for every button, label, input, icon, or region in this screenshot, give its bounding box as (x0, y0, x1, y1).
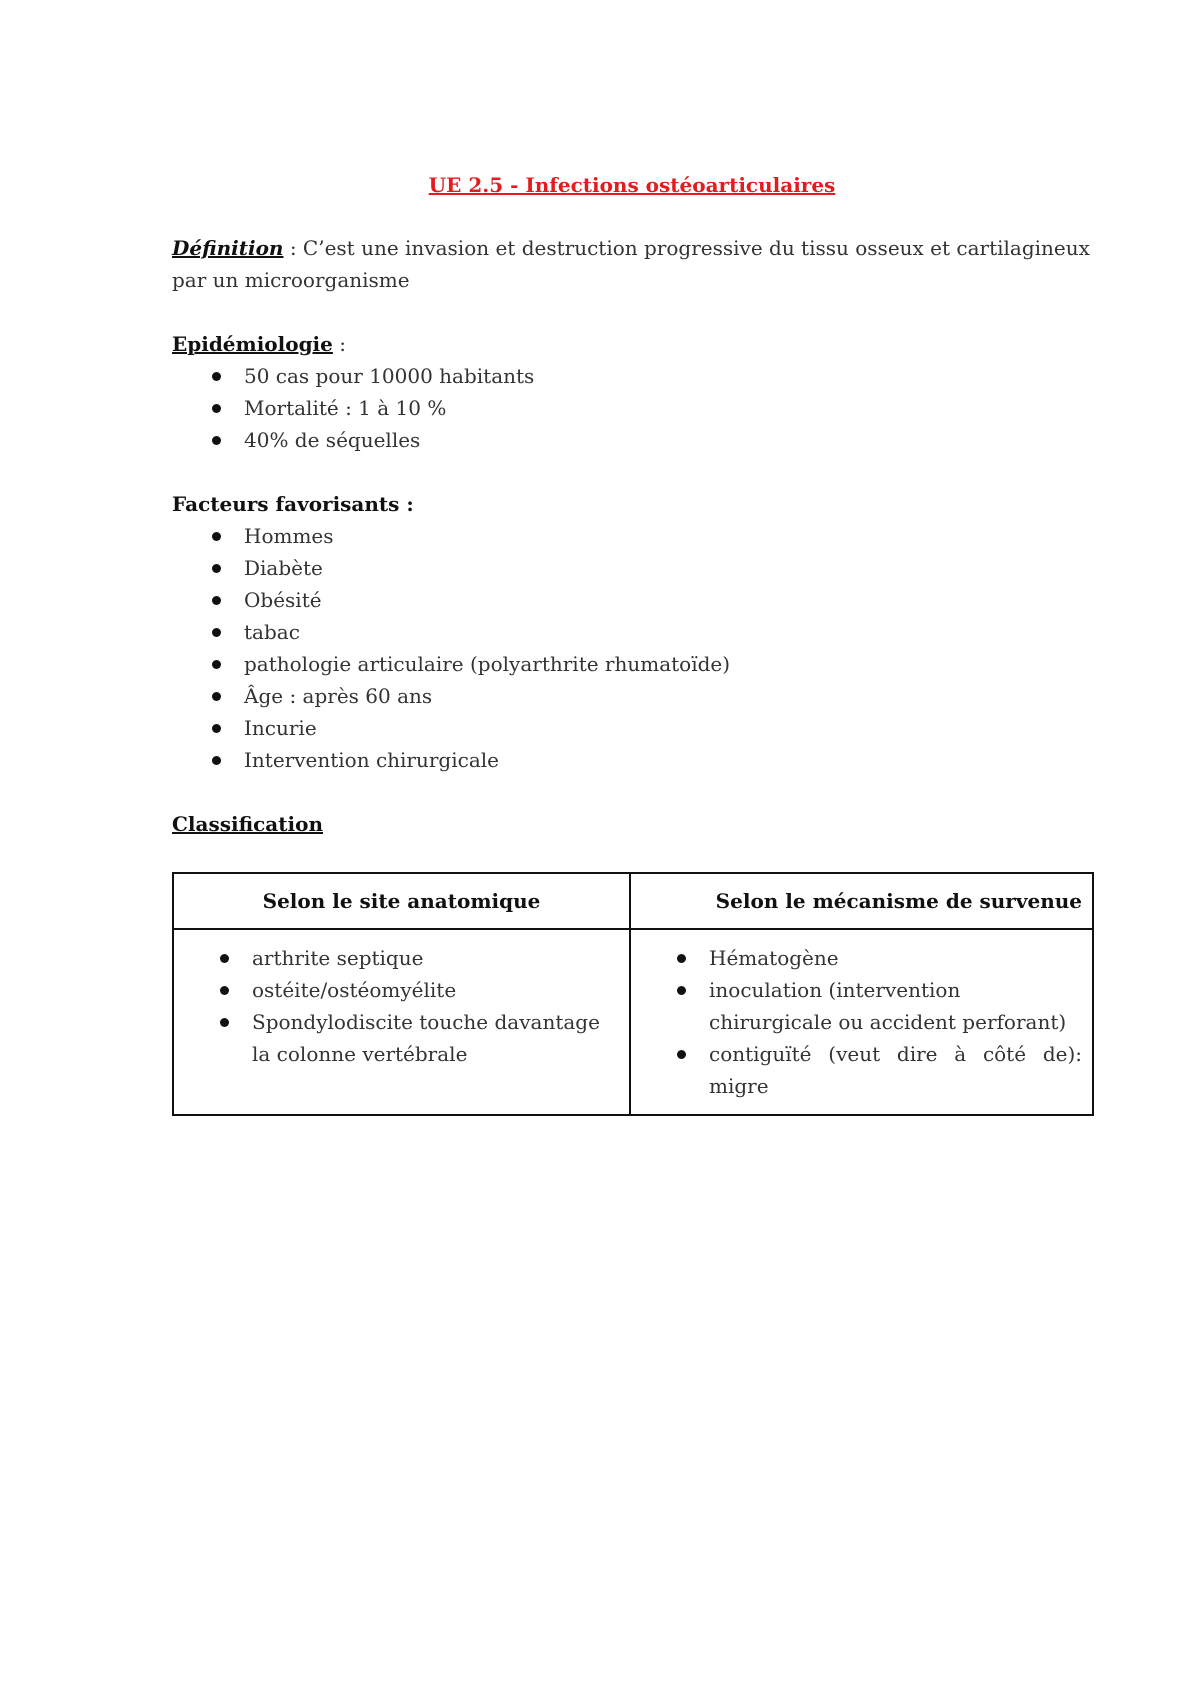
list-item (220, 1006, 619, 1070)
table-cell-site (173, 929, 630, 1115)
list-item-text: Diabète (244, 556, 323, 580)
list-item (677, 942, 1082, 974)
bullet-icon (212, 628, 221, 637)
list-item-text: Intervention chirurgicale (244, 748, 499, 772)
table-header-row (173, 873, 1093, 929)
list-item (212, 520, 1092, 552)
list-item-text: arthrite septique (252, 946, 424, 970)
list-item-text: pathologie articulaire (polyarthrite rhumatoïde) (244, 652, 731, 676)
bullet-icon (212, 372, 221, 381)
list-item-text: contiguïté (veut dire à côté de): migre (709, 1042, 1082, 1098)
list-item (212, 424, 1092, 456)
list-item (212, 712, 1092, 744)
bullet-icon (212, 756, 221, 765)
definition-paragraph (172, 232, 1092, 296)
list-item (677, 974, 1082, 1038)
bullet-icon (677, 954, 686, 963)
classification-label: Classification (172, 812, 323, 836)
list-item-text: Obésité (244, 588, 322, 612)
bullet-icon (220, 954, 229, 963)
table-cell-mecanisme (630, 929, 1093, 1115)
epidemiologie-list (172, 360, 1092, 456)
list-item (212, 584, 1092, 616)
list-item-text: 40% de séquelles (244, 428, 421, 452)
bullet-icon (677, 1050, 686, 1059)
list-item-text: inoculation (intervention chirurgicale ou accident perforant) (709, 978, 1067, 1034)
bullet-icon (212, 564, 221, 573)
list-item-text: 50 cas pour 10000 habitants (244, 364, 535, 388)
bullet-icon (212, 436, 221, 445)
bullet-icon (212, 692, 221, 701)
table-header-site: Selon le site anatomique (173, 873, 630, 929)
list-item (212, 616, 1092, 648)
classification-table (172, 872, 1094, 1116)
document-title: UE 2.5 - Infections ostéoarticulaires (428, 173, 836, 197)
document-page (172, 170, 1092, 1116)
list-item (212, 360, 1092, 392)
list-item-text: Incurie (244, 716, 317, 740)
bullet-icon (212, 724, 221, 733)
bullet-icon (220, 1018, 229, 1027)
site-list (182, 942, 619, 1070)
facteurs-heading (172, 488, 1092, 520)
epidemiologie-label: Epidémiologie (172, 332, 333, 356)
list-item-text: Mortalité : 1 à 10 % (244, 396, 447, 420)
list-item (220, 974, 619, 1006)
list-item-text: Hématogène (709, 946, 839, 970)
definition-text: : C’est une invasion et destruction progressive du tissu osseux et cartilagineux par un microorganisme (172, 236, 1090, 292)
bullet-icon (212, 532, 221, 541)
facteurs-list (172, 520, 1092, 776)
list-item (212, 680, 1092, 712)
list-item-text: ostéite/ostéomyélite (252, 978, 457, 1002)
list-item-text: Âge : après 60 ans (244, 684, 433, 708)
facteurs-label: Facteurs favorisants : (172, 492, 414, 516)
definition-label: Définition (172, 236, 284, 260)
bullet-icon (212, 596, 221, 605)
list-item (212, 744, 1092, 776)
list-item (212, 392, 1092, 424)
list-item (220, 942, 619, 974)
list-item (212, 648, 1092, 680)
list-item-text: Spondylodiscite touche davantage la colonne vertébrale (252, 1010, 600, 1066)
table-header-mecanisme: Selon le mécanisme de survenue (630, 873, 1093, 929)
list-item (212, 552, 1092, 584)
mecanisme-list (639, 942, 1082, 1102)
epidemiologie-heading (172, 328, 1092, 360)
list-item-text: Hommes (244, 524, 334, 548)
epidemiologie-suffix: : (332, 332, 346, 356)
bullet-icon (677, 986, 686, 995)
list-item (677, 1038, 1082, 1102)
list-item-text: tabac (244, 620, 300, 644)
bullet-icon (212, 660, 221, 669)
bullet-icon (212, 404, 221, 413)
classification-heading (172, 808, 1092, 840)
table-row (173, 929, 1093, 1115)
bullet-icon (220, 986, 229, 995)
